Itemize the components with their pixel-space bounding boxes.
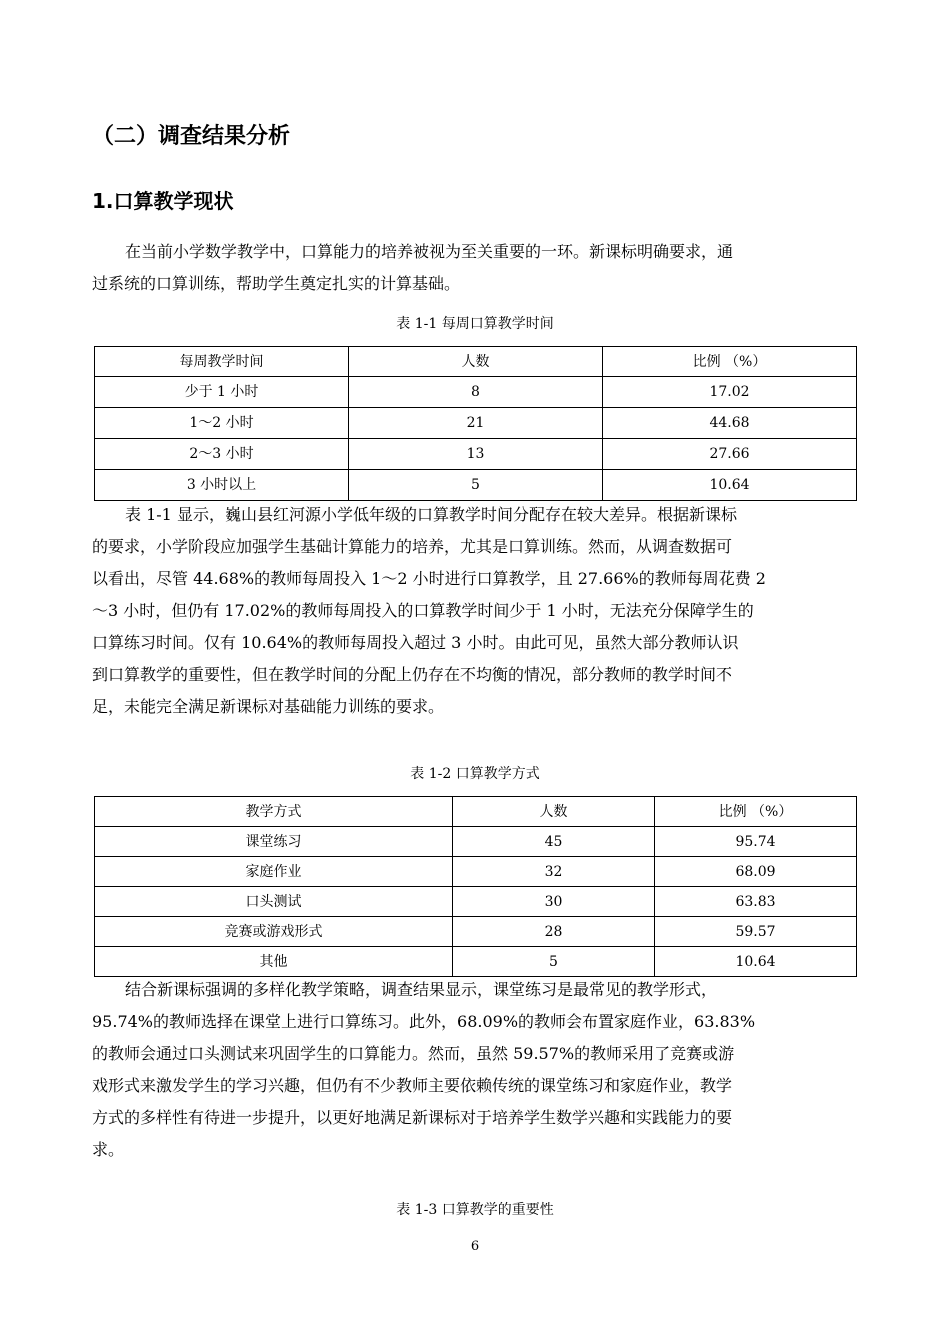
paragraph-line: 以看出，尽管 44.68%的教师每周投入 1～2 小时进行口算教学，且 27.66%的教师每周花费 2 xyxy=(92,569,766,588)
table-cell: 课堂练习 xyxy=(95,827,453,857)
paragraph-line: 足，未能完全满足新课标对基础能力训练的要求。 xyxy=(92,697,445,716)
table-cell: 2～3 小时 xyxy=(95,439,349,470)
table-cell: 44.68 xyxy=(603,408,857,439)
analysis-paragraph-1 xyxy=(92,499,858,723)
intro-paragraph xyxy=(92,236,858,300)
section-title: （二）调查结果分析 xyxy=(92,124,291,149)
table-cell: 1～2 小时 xyxy=(95,408,349,439)
table-header-cell: 教学方式 xyxy=(95,797,453,827)
table-cell: 21 xyxy=(349,408,603,439)
table-cell: 10.64 xyxy=(603,470,857,501)
table-header-cell: 比例 （%） xyxy=(655,797,857,827)
table-header-row xyxy=(95,797,857,827)
table2-teaching-methods xyxy=(94,796,857,977)
table-row xyxy=(95,408,857,439)
table-row xyxy=(95,470,857,501)
table-cell: 27.66 xyxy=(603,439,857,470)
table-cell: 59.57 xyxy=(655,917,857,947)
table-row xyxy=(95,827,857,857)
paragraph-line: 求。 xyxy=(92,1140,125,1159)
analysis-paragraph-2 xyxy=(92,974,858,1166)
paragraph-line: 结合新课标强调的多样化教学策略，调查结果显示，课堂练习是最常见的教学形式， xyxy=(125,980,718,999)
table-cell: 5 xyxy=(349,470,603,501)
paragraph-line: 方式的多样性有待进一步提升，以更好地满足新课标对于培养学生数学兴趣和实践能力的要 xyxy=(92,1108,733,1127)
table-cell: 32 xyxy=(453,857,655,887)
paragraph-line: 表 1-1 显示，巍山县红河源小学低年级的口算教学时间分配存在较大差异。根据新课标 xyxy=(125,505,737,524)
paragraph-line: 的要求，小学阶段应加强学生基础计算能力的培养，尤其是口算训练。然而，从调查数据可 xyxy=(92,537,733,556)
table-header-cell: 人数 xyxy=(453,797,655,827)
table-row xyxy=(95,947,857,977)
table-cell: 8 xyxy=(349,377,603,408)
subsection-title: 1.口算教学现状 xyxy=(92,189,234,213)
paragraph-line: 95.74%的教师选择在课堂上进行口算练习。此外，68.09%的教师会布置家庭作业，63.83% xyxy=(92,1012,756,1031)
paragraph-line: 到口算教学的重要性，但在教学时间的分配上仍存在不均衡的情况，部分教师的教学时间不 xyxy=(92,665,733,684)
table-row xyxy=(95,887,857,917)
table-cell: 68.09 xyxy=(655,857,857,887)
table-cell: 45 xyxy=(453,827,655,857)
page-number: 6 xyxy=(470,1239,480,1254)
paragraph-line: 口算练习时间。仅有 10.64%的教师每周投入超过 3 小时。由此可见，虽然大部分教师认识 xyxy=(92,633,739,652)
table-cell: 家庭作业 xyxy=(95,857,453,887)
table1-weekly-time xyxy=(94,346,857,501)
table-header-cell: 比例 （%） xyxy=(603,347,857,377)
table-cell: 10.64 xyxy=(655,947,857,977)
table-header-cell: 每周教学时间 xyxy=(95,347,349,377)
paragraph-line: 戏形式来激发学生的学习兴趣，但仍有不少教师主要依赖传统的课堂练习和家庭作业，教学 xyxy=(92,1076,733,1095)
table-cell: 3 小时以上 xyxy=(95,470,349,501)
table-header-cell: 人数 xyxy=(349,347,603,377)
table-cell: 竞赛或游戏形式 xyxy=(95,917,453,947)
table-cell: 30 xyxy=(453,887,655,917)
table-cell: 其他 xyxy=(95,947,453,977)
table2-caption: 表 1-2 口算教学方式 xyxy=(410,766,540,782)
table-cell: 17.02 xyxy=(603,377,857,408)
table-cell: 13 xyxy=(349,439,603,470)
table-cell: 28 xyxy=(453,917,655,947)
table-row xyxy=(95,377,857,408)
table-cell: 口头测试 xyxy=(95,887,453,917)
paragraph-line: 的教师会通过口头测试来巩固学生的口算能力。然而，虽然 59.57%的教师采用了竞赛或游 xyxy=(92,1044,735,1063)
table-header-row xyxy=(95,347,857,377)
table-cell: 少于 1 小时 xyxy=(95,377,349,408)
paragraph-line: 过系统的口算训练，帮助学生奠定扎实的计算基础。 xyxy=(92,274,461,293)
table-row xyxy=(95,857,857,887)
paragraph-line: 在当前小学数学教学中，口算能力的培养被视为至关重要的一环。新课标明确要求，通 xyxy=(125,242,734,261)
table-cell: 63.83 xyxy=(655,887,857,917)
table1-caption: 表 1-1 每周口算教学时间 xyxy=(396,316,554,332)
table3-caption: 表 1-3 口算教学的重要性 xyxy=(396,1202,554,1218)
table-row xyxy=(95,439,857,470)
table-cell: 5 xyxy=(453,947,655,977)
paragraph-line: ～3 小时，但仍有 17.02%的教师每周投入的口算教学时间少于 1 小时，无法充分保障学生的 xyxy=(92,601,754,620)
table-row xyxy=(95,917,857,947)
table-cell: 95.74 xyxy=(655,827,857,857)
